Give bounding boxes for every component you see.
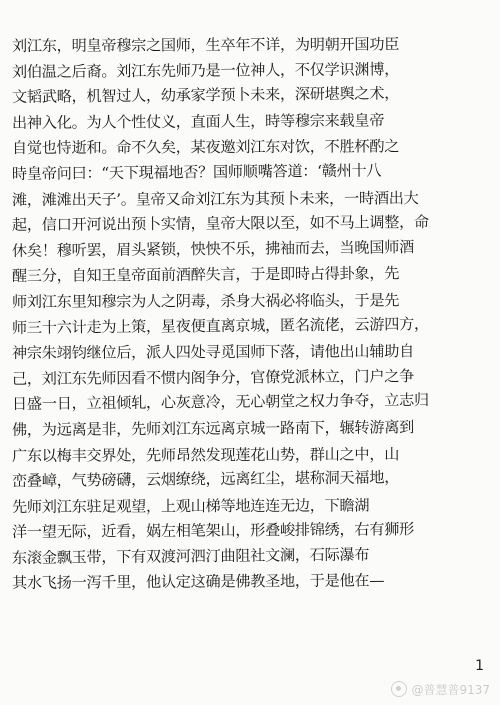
page-number: 1 — [475, 658, 484, 674]
text-line: 醒三分，自知王皇帝面前酒醉失言，于是即時占得卦象，先 — [11, 264, 400, 286]
text-line: 其水飞扬一泻千里，他认定这确是佛教圣地，于是他在— — [11, 571, 385, 593]
watermark — [391, 679, 490, 699]
text-line: 己，刘江东先师因看不惯内阁争分，官僚党派林立，门户之争 — [11, 366, 415, 388]
text-line: 峦叠嶂，气势磅礴，云烟缭绕，远离红尘，堪称洞天福地， — [11, 468, 400, 491]
text-line: 广东以梅丰交界处，先师昂然发现莲花山势，群山之中，山 — [11, 444, 400, 465]
watermark-logo-icon — [391, 681, 407, 697]
text-line: 時皇帝问曰：“天下現福地否？国师顺嘴答道：‘赣州十八 — [11, 161, 382, 183]
text-line: 滩，滩滩出天子’。皇帝又命刘江东为其预卜未来，一時酒出大 — [11, 188, 419, 209]
handwritten-text-body — [12, 34, 470, 597]
text-line: 神宗朱翊钧继位后，派人四处寻觅国师下落，请他出山辅助自 — [11, 342, 415, 363]
text-line: 出神入化。为人个性仗义，直面人生，時等穆宗来载皇帝 — [11, 111, 385, 132]
text-line: 师三十六计走为上策，星夜便直离京城，匿名流佬，云游四方， — [11, 314, 429, 337]
text-line: 起，信口开河说出预卜实情，皇帝大限以至，如不马上调整，命 — [11, 213, 429, 235]
text-line: 文韬武略，机智过人，幼承家学预卜未来，深研堪舆之术， — [11, 84, 400, 107]
text-line: 刘伯温之后裔。刘江东先师乃是一位神人，不仅学识渊博， — [11, 59, 400, 81]
text-line: 先师刘江东驻足观望，上观山梯等地连连无边，下瞻湖 — [11, 496, 370, 516]
text-line: 洋一望无际，近看，娲左相笔架山，形叠峻排锦绣，右有狮形 — [11, 520, 415, 542]
text-line: 休矣！穆听罢，眉头紧锁，怏怏不乐，拂袖而去，当晚国师酒 — [11, 237, 415, 260]
text-line: 师刘江东里知穆宗为人之阴毒，杀身大祸必将临头，于是先 — [11, 291, 400, 311]
watermark-text: @普慧普9137 — [411, 682, 490, 697]
text-line: 日盛一日，立祖倾轧，心灰意冷，无心朝堂之权力争夺，立志归 — [11, 391, 429, 414]
text-line: 刘江东，明皇帝穆宗之国师，生卒年不详，为明朝开国功臣 — [11, 35, 400, 55]
text-line: 佛，为远离是非，先师刘江东远离京城一路南下，辗转游离到 — [11, 418, 415, 439]
text-line: 自觉也恃逝和。命不久矣，某夜邀刘江东对饮，不胜杯酌之 — [11, 137, 400, 158]
text-line: 东滚金飘玉带，下有双渡河泗汀曲阻社文澜，石际瀑布 — [11, 545, 370, 567]
